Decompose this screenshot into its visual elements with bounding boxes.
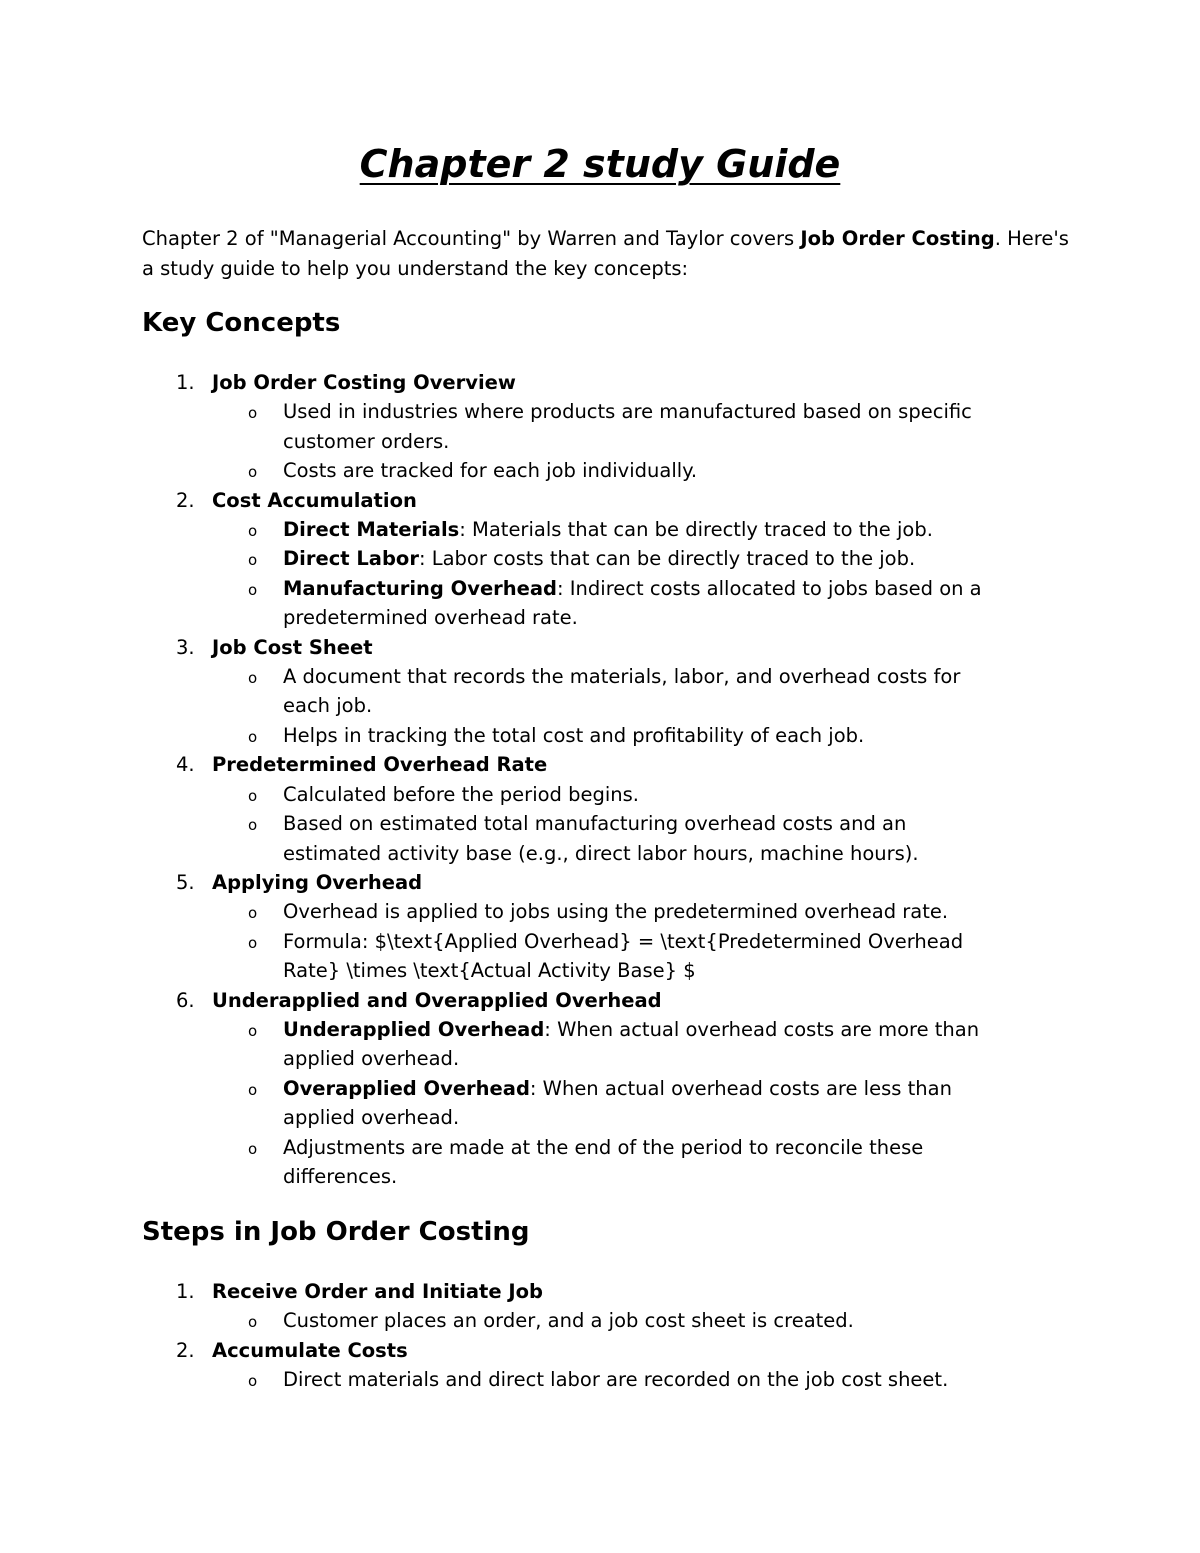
sub-bullet-list [212,1306,1082,1335]
sub-bullet-list [212,897,1082,985]
circle-bullet-icon: o [248,933,258,952]
sub-bullet-text: : Labor costs that can be directly traced to the job. [418,547,916,571]
sub-bullet-text: A document that records the materials, labor, and overhead costs for each job. [283,665,961,718]
sub-bullet-item [212,1074,1001,1133]
steps-heading: Steps in Job Order Costing [142,1217,530,1247]
sub-bullet-item [212,1015,1001,1074]
list-item [142,1277,1082,1336]
sub-bullet-item [212,1306,1001,1335]
circle-bullet-icon: o [248,522,258,541]
sub-bullet-item [212,809,1001,868]
circle-bullet-icon: o [248,1139,258,1158]
sub-bullet-list [212,1015,1082,1191]
sub-bullet-list [212,397,1082,485]
list-item [142,368,1082,486]
sub-bullet-bold-term: Direct Labor [283,547,419,571]
list-item [142,486,1082,633]
sub-bullet-list [212,1365,1082,1394]
sub-bullet-item [212,662,1001,721]
steps-list [142,1277,1082,1395]
sub-bullet-text: Used in industries where products are manufactured based on specific customer orders. [283,400,972,453]
sub-bullet-bold-term: Underapplied Overhead [283,1017,545,1041]
sub-bullet-text: Customer places an order, and a job cost sheet is created. [283,1309,854,1333]
sub-bullet-text: : Indirect costs allocated to jobs based on a predetermined overhead rate. [283,576,982,630]
sub-bullet-item [212,927,1001,986]
list-item-title: Applying Overhead [212,870,423,894]
sub-bullet-bold-term: Manufacturing Overhead [283,576,558,600]
list-item [142,868,1082,986]
circle-bullet-icon: o [248,904,258,923]
circle-bullet-icon: o [248,463,258,482]
sub-bullet-text: Helps in tracking the total cost and profitability of each job. [283,723,865,747]
list-item [142,1336,1082,1395]
list-item-number: 5. [176,870,195,894]
sub-bullet-list [212,662,1082,750]
circle-bullet-icon: o [248,727,258,746]
list-item-title: Job Cost Sheet [212,635,373,659]
sub-bullet-text: : When actual overhead costs are less than applied overhead. [283,1076,952,1130]
sub-bullet-list [212,515,1082,633]
list-item [142,750,1082,868]
list-item-number: 2. [176,488,195,512]
list-item-number: 2. [176,1338,195,1362]
sub-bullet-text: Costs are tracked for each job individually. [283,459,698,483]
list-item-title: Cost Accumulation [212,488,417,512]
circle-bullet-icon: o [248,404,258,423]
sub-bullet-item [212,544,1001,573]
circle-bullet-icon: o [248,551,258,570]
circle-bullet-icon: o [248,580,258,599]
circle-bullet-icon: o [248,816,258,835]
list-item-number: 1. [176,1280,195,1303]
sub-bullet-text: Adjustments are made at the end of the period to reconcile these differences. [283,1135,924,1188]
list-item-number: 3. [176,635,195,659]
sub-bullet-item [212,574,1001,633]
intro-text-before: Chapter 2 of "Managerial Accounting" by Warren and Taylor covers [142,227,801,250]
sub-bullet-item [212,515,1001,544]
list-item [142,986,1082,1192]
circle-bullet-icon: o [248,1372,258,1391]
sub-bullet-list [212,780,1082,868]
sub-bullet-item [212,397,1001,456]
list-item [142,633,1082,751]
sub-bullet-item [212,897,1001,926]
circle-bullet-icon: o [248,1080,258,1099]
sub-bullet-text: Formula: $\text{Applied Overhead} = \text{Predetermined Overhead Rate} \times \text{Actual Activity Base} $ [283,929,964,983]
list-item-title: Accumulate Costs [212,1338,408,1362]
sub-bullet-bold-term: Overapplied Overhead [283,1076,530,1100]
intro-text-after: . Here's a study guide to help you understand the key concepts: [142,227,1069,280]
sub-bullet-item [212,1365,1001,1394]
sub-bullet-text: Overhead is applied to jobs using the predetermined overhead rate. [283,900,949,924]
key-concepts-list [142,368,1082,1191]
sub-bullet-text: : When actual overhead costs are more than applied overhead. [283,1017,980,1071]
sub-bullet-item [212,780,1001,809]
circle-bullet-icon: o [248,1313,258,1332]
sub-bullet-item [212,721,1001,750]
list-item-number: 1. [176,371,195,394]
list-item-title: Underapplied and Overapplied Overhead [212,988,662,1012]
sub-bullet-item [212,1133,1001,1192]
page-title: Chapter 2 study Guide [359,142,841,186]
list-item-title: Job Order Costing Overview [212,371,516,394]
sub-bullet-text: Calculated before the period begins. [283,782,640,806]
intro-bold-topic: Job Order Costing [800,227,995,250]
sub-bullet-item [212,456,1001,485]
sub-bullet-text: Direct materials and direct labor are recorded on the job cost sheet. [283,1368,949,1392]
key-concepts-heading: Key Concepts [142,308,341,338]
list-item-number: 6. [176,988,195,1012]
circle-bullet-icon: o [248,1021,258,1040]
sub-bullet-bold-term: Direct Materials [283,518,460,542]
list-item-title: Predetermined Overhead Rate [212,753,548,777]
circle-bullet-icon: o [248,786,258,805]
circle-bullet-icon: o [248,669,258,688]
list-item-title: Receive Order and Initiate Job [212,1280,543,1303]
sub-bullet-text: : Materials that can be directly traced to the job. [459,518,933,542]
sub-bullet-text: Based on estimated total manufacturing overhead costs and an estimated activity base (e.g., direct labor hours, machine hours). [283,812,919,865]
intro-paragraph [142,224,1072,284]
list-item-number: 4. [176,753,195,777]
